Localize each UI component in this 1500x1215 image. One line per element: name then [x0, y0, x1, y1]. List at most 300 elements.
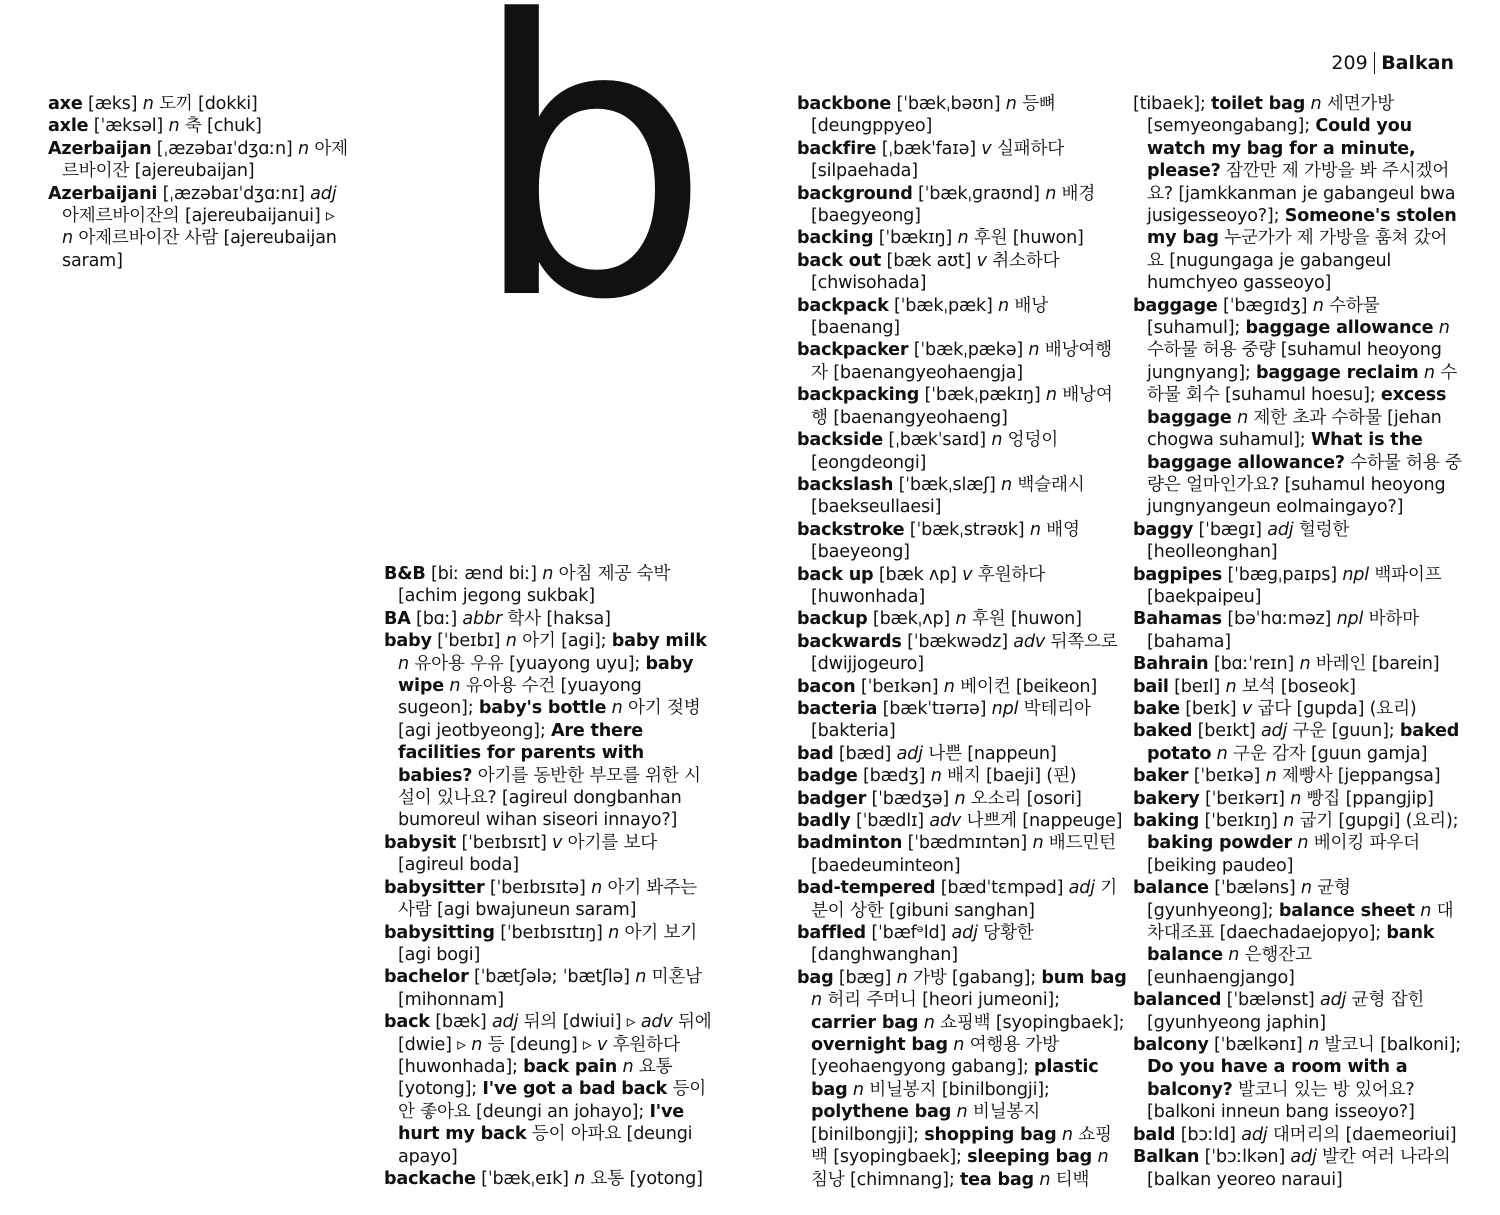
- entry-text: [bɔːld]: [1175, 1124, 1242, 1145]
- entry-text: [ˈbækˌpækɪŋ]: [919, 385, 1046, 406]
- headword: bad-tempered: [797, 878, 936, 899]
- headword: bad: [797, 743, 834, 764]
- entry-text: 가방 [gabang];: [907, 967, 1042, 988]
- part-of-speech: n: [852, 1079, 864, 1100]
- entry-text: 발코니 있는 방 있어요? [balkoni inneun bang isseoyo?]: [1147, 1079, 1415, 1123]
- part-of-speech: n: [1310, 94, 1322, 114]
- dictionary-entry: [1133, 519, 1463, 564]
- dictionary-entry: [1133, 810, 1463, 877]
- dictionary-entry: [797, 608, 1127, 630]
- part-of-speech: n: [1029, 519, 1041, 540]
- entry-text: [ˈbækˌstrəʊk]: [904, 519, 1030, 540]
- entry-text: 등뼈 [deungppyeo]: [811, 94, 1056, 137]
- entry-text: 허리 주머니 [heori jumeoni];: [821, 990, 1060, 1011]
- entry-text: 아기 [agi];: [516, 631, 612, 652]
- headword: axe: [48, 94, 83, 114]
- part-of-speech: n: [1225, 676, 1237, 697]
- headword: BA: [384, 608, 411, 629]
- headword: babysitter: [384, 877, 485, 898]
- entry-text: [ˌæzəbaɪˈdʒɑːn]: [151, 138, 298, 159]
- dictionary-entry: [384, 608, 714, 630]
- entry-text: 백슬래시 [baekseullaesi]: [811, 474, 1085, 518]
- dictionary-entry: [1133, 720, 1463, 765]
- entry-text: [bɑː]: [410, 608, 463, 629]
- entry-text: [bɑːˈreɪn]: [1208, 654, 1300, 675]
- entry-text: 유아용 우유 [yuayong uyu];: [408, 653, 646, 674]
- entry-text: [ˌbækˈfaɪə]: [876, 138, 982, 159]
- example-phrase: plastic bag: [811, 1057, 1099, 1100]
- entry-text: 배영 [baeyeong]: [811, 519, 1080, 563]
- entry-text: 바하마 [bahama]: [1147, 609, 1419, 652]
- part-of-speech: n: [1039, 1169, 1051, 1190]
- entry-text: 수하물 허용 중량은 얼마인가요? [suhamul heoyong jungnyangeun eolmaingayo?]: [1147, 452, 1462, 518]
- headword: baggy: [1133, 519, 1194, 540]
- part-of-speech: abbr: [462, 608, 502, 629]
- part-of-speech: n: [1045, 183, 1057, 204]
- example-phrase: excess baggage: [1147, 385, 1447, 428]
- entry-text: 수하물 허용 중량 [suhamul heoyong jungnyang];: [1147, 340, 1442, 383]
- example-phrase: shopping bag: [924, 1124, 1057, 1145]
- entry-text: 뒤의 [dwiui] ▹: [518, 1012, 641, 1033]
- part-of-speech: v: [976, 250, 987, 271]
- entry-text: 박테리아 [bakteria]: [811, 698, 1091, 742]
- part-of-speech: n: [943, 676, 955, 697]
- headword: backside: [797, 430, 884, 451]
- headword: backbone: [797, 94, 892, 114]
- dictionary-entry: [1133, 1146, 1463, 1191]
- dictionary-entry: [797, 93, 1127, 138]
- entry-text: 균형 [gyunhyeong];: [1147, 878, 1351, 921]
- dictionary-entry-continued: [1133, 93, 1463, 295]
- example-phrase: overnight bag: [811, 1035, 948, 1056]
- part-of-speech: n: [1308, 1035, 1319, 1056]
- entry-text: [ˈbækˌbəʊn]: [891, 94, 1006, 114]
- entry-text: 아기를 보다 [agireul boda]: [398, 832, 658, 876]
- entry-text: 백파이프 [baekpaipeu]: [1147, 564, 1442, 607]
- headword: baggage: [1133, 295, 1218, 316]
- headword: balanced: [1133, 990, 1222, 1011]
- entry-text: 아기를 동반한 부모를 위한 시설이 있나요? [agireul dongbanhan bumoreul wihan siseori innayo?]: [398, 765, 701, 831]
- dictionary-entry: [384, 1168, 714, 1190]
- entry-text: 아제르바이잔 [ajereubaijan]: [62, 138, 348, 182]
- headword: baby: [384, 631, 432, 652]
- part-of-speech: n: [956, 1102, 968, 1123]
- entry-text: 대차대조표 [daechadaejopyo];: [1147, 900, 1454, 944]
- headword: bail: [1133, 676, 1169, 697]
- example-phrase: carrier bag: [811, 1012, 919, 1033]
- part-of-speech: n: [998, 295, 1009, 316]
- dictionary-entry: [384, 966, 714, 1011]
- headword: bag: [797, 967, 834, 988]
- headword: bakery: [1133, 788, 1200, 809]
- entry-text: 굽다 [gupda] (요리): [1252, 698, 1417, 719]
- entry-text: 수하물 [suhamul];: [1147, 295, 1380, 339]
- entry-text: 후원 [huwon]: [968, 228, 1084, 249]
- entry-text: [ˈbeɪkɪŋ]: [1199, 811, 1284, 831]
- dictionary-entry: [797, 743, 1127, 765]
- dictionary-entry: [797, 676, 1127, 698]
- headword: badly: [797, 811, 851, 831]
- entry-text: [beɪl]: [1168, 676, 1226, 697]
- part-of-speech: adj: [1241, 1124, 1268, 1145]
- headword: backslash: [797, 474, 894, 495]
- example-phrase: back pain: [523, 1056, 618, 1077]
- entry-text: [biː ænd biː]: [425, 564, 543, 584]
- entry-text: [ˌbækˈsaɪd]: [883, 430, 992, 451]
- entry-text: [bəˈhɑːməz]: [1221, 609, 1337, 630]
- page-header: [1331, 52, 1454, 74]
- dictionary-entry: [1133, 989, 1463, 1034]
- dictionary-entry: [797, 810, 1127, 832]
- part-of-speech: n: [398, 653, 409, 674]
- entry-text: [beɪkt]: [1192, 721, 1261, 742]
- headword: balance: [1133, 878, 1209, 899]
- dictionary-entry: [1133, 608, 1463, 653]
- part-of-speech: n: [449, 676, 461, 697]
- dictionary-entry: [797, 138, 1127, 183]
- part-of-speech: n: [1237, 407, 1249, 428]
- entry-text: [ˈbækwədz]: [901, 631, 1014, 652]
- dictionary-entry: [1133, 788, 1463, 810]
- entry-text: [ˈbælkənɪ]: [1208, 1035, 1308, 1056]
- entry-text: 보석 [boseok]: [1236, 676, 1356, 697]
- entry-text: [ˈbæɡɪdʒ]: [1217, 295, 1313, 316]
- part-of-speech: n: [1005, 94, 1017, 114]
- entry-text: [ˈbædmɪntən]: [902, 833, 1033, 854]
- part-of-speech: v: [981, 138, 992, 159]
- entry-text: [bæk ʌp]: [873, 564, 963, 585]
- entry-text: [ˈbæɡˌpaɪps]: [1222, 564, 1343, 585]
- dictionary-entry: [797, 832, 1127, 877]
- part-of-speech: n: [1097, 1147, 1109, 1168]
- dictionary-entry: [797, 765, 1127, 787]
- headword: badge: [797, 766, 858, 787]
- headword: backing: [797, 228, 874, 249]
- example-phrase: I've got a bad back: [482, 1079, 668, 1100]
- entry-text: 수하물 회수 [suhamul hoesu];: [1147, 362, 1458, 406]
- part-of-speech: n: [1216, 743, 1228, 764]
- entry-text: 나쁘게 [nappeuge]: [961, 811, 1123, 831]
- entry-text: [ˈbækɪŋ]: [873, 228, 958, 249]
- entry-text: 굽기 [gupgi] (요리);: [1294, 811, 1459, 831]
- part-of-speech: n: [1032, 833, 1044, 854]
- headword: backfire: [797, 138, 877, 159]
- entry-text: 쇼핑백 [syopingbaek];: [934, 1012, 1125, 1033]
- dictionary-entry: [1133, 1034, 1463, 1124]
- entry-text: [bædʒ]: [857, 766, 931, 787]
- guide-word: Balkan: [1381, 52, 1454, 74]
- entry-text: [ˈbeɪkən]: [855, 676, 944, 697]
- headword: backwards: [797, 631, 902, 652]
- entry-text: 요통 [yotong];: [398, 1056, 673, 1100]
- example-phrase: Someone's stolen my bag: [1147, 206, 1457, 249]
- entry-text: [ˈbætʃələ; ˈbætʃlə]: [468, 967, 636, 988]
- entry-text: 배낭여행 [baenangyeohaeng]: [811, 385, 1113, 428]
- headword: backpacker: [797, 340, 909, 361]
- example-phrase: baby's bottle: [478, 698, 607, 719]
- entry-text: [ˈbækˌslæʃ]: [893, 474, 1002, 495]
- entry-text: 베이컨 [beikeon]: [954, 676, 1097, 697]
- part-of-speech: npl: [991, 698, 1019, 719]
- entry-text: [bækˌʌp]: [867, 609, 956, 630]
- entry-text: 학사 [haksa]: [501, 608, 611, 629]
- part-of-speech: n: [142, 94, 154, 114]
- part-of-speech: n: [542, 564, 554, 584]
- part-of-speech: n: [611, 698, 623, 719]
- entry-text: [bæd]: [833, 743, 897, 764]
- example-phrase: What is the baggage allowance?: [1147, 430, 1423, 473]
- part-of-speech: n: [1001, 474, 1012, 495]
- part-of-speech: n: [1420, 900, 1432, 921]
- example-phrase: Do you have a room with a balcony?: [1147, 1057, 1408, 1100]
- headword: Balkan: [1133, 1147, 1200, 1168]
- entry-text: 헐렁한 [heolleonghan]: [1147, 519, 1350, 563]
- part-of-speech: adj: [1068, 878, 1095, 899]
- part-of-speech: n: [1283, 811, 1295, 831]
- headword: backup: [797, 609, 868, 630]
- example-phrase: balance sheet: [1278, 900, 1415, 921]
- entry-text: 기분이 상한 [gibuni sanghan]: [811, 878, 1118, 921]
- dictionary-entry: [797, 227, 1127, 249]
- headword: backache: [384, 1168, 476, 1189]
- part-of-speech: n: [954, 788, 966, 809]
- part-of-speech: adj: [1260, 721, 1288, 742]
- part-of-speech: n: [168, 116, 180, 137]
- dictionary-entry: [384, 922, 714, 967]
- entry-text: [ˌæzəbaɪˈdʒɑːnɪ]: [157, 183, 311, 204]
- headword: B&B: [384, 564, 426, 584]
- part-of-speech: adj: [1320, 990, 1347, 1011]
- entry-text: [ˈbeɪkə]: [1188, 766, 1266, 787]
- entry-text: [ˈbædʒə]: [866, 788, 955, 809]
- entry-text: 구운 [guun];: [1287, 721, 1400, 742]
- entry-text: 등 [deung] ▹: [482, 1034, 597, 1055]
- part-of-speech: adj: [951, 923, 978, 944]
- part-of-speech: n: [505, 631, 517, 652]
- entry-text: 미혼남 [mihonnam]: [398, 967, 702, 1010]
- dictionary-entry: [797, 564, 1127, 609]
- part-of-speech: n: [991, 430, 1003, 451]
- entry-text: 등이 안 좋아요 [deungi an johayo];: [398, 1079, 707, 1122]
- part-of-speech: n: [1028, 340, 1040, 361]
- entry-text: [bædˈtɛmpəd]: [935, 878, 1069, 899]
- entry-text: [ˈbækˌeɪk]: [475, 1168, 575, 1189]
- headword: baffled: [797, 923, 866, 944]
- entry-text: 아침 제공 숙박 [achim jegong sukbak]: [398, 564, 671, 607]
- entry-text: 누군가가 제 가방을 훔쳐 갔어요 [nugungaga je gabangeul humchyeo gasseoyo]: [1147, 228, 1448, 294]
- example-phrase: tea bag: [959, 1169, 1034, 1190]
- entry-text: [ˈbæfᵊld]: [865, 923, 952, 944]
- entry-text: 아기 보기 [agi bogi]: [398, 922, 698, 965]
- entry-text: 은행잔고 [eunhaengjango]: [1147, 945, 1312, 988]
- entry-text: 세면가방 [semyeongabang];: [1147, 94, 1395, 137]
- part-of-speech: n: [62, 228, 73, 249]
- entry-text: [ˈbæləns]: [1208, 878, 1301, 899]
- column-3: [797, 93, 1127, 1191]
- entry-text: [ˈbækˌpæk]: [888, 295, 999, 316]
- column-1: [48, 93, 348, 272]
- headword: back: [384, 1012, 430, 1033]
- headword: baker: [1133, 766, 1189, 787]
- dictionary-entry: [384, 832, 714, 877]
- dictionary-entry: [48, 183, 348, 273]
- entry-text: 배경 [baegyeong]: [811, 183, 1096, 227]
- entry-text: 배지 [baeji] (핀): [941, 766, 1077, 787]
- entry-text: 뒤에 [dwie] ▹: [398, 1012, 712, 1055]
- entry-text: 침낭 [chimnang];: [811, 1169, 960, 1190]
- part-of-speech: n: [1438, 318, 1450, 339]
- dictionary-entry: [797, 519, 1127, 564]
- entry-text: 균형 잡힌 [gyunhyeong japhin]: [1147, 990, 1425, 1033]
- entry-text: 배낭여행자 [baenangyeohaengja]: [811, 340, 1112, 383]
- entry-text: [tibaek];: [1133, 94, 1211, 114]
- dictionary-entry: [384, 563, 714, 608]
- example-phrase: Are there facilities for parents with babies?: [398, 720, 644, 786]
- entry-text: [ˈbeɪkərɪ]: [1199, 788, 1291, 809]
- headword: backstroke: [797, 519, 905, 540]
- headword: bacteria: [797, 698, 878, 719]
- page-number: 209: [1331, 52, 1368, 74]
- part-of-speech: n: [298, 138, 309, 159]
- part-of-speech: n: [957, 228, 969, 249]
- entry-text: 나쁜 [nappeun]: [922, 743, 1057, 764]
- headword: bagpipes: [1133, 564, 1223, 585]
- part-of-speech: npl: [1336, 609, 1364, 630]
- headword: Bahamas: [1133, 609, 1222, 630]
- part-of-speech: n: [923, 1012, 935, 1033]
- entry-text: [bæk]: [429, 1012, 492, 1033]
- entry-text: [ˈbækˌɡraʊnd]: [912, 183, 1046, 204]
- part-of-speech: adj: [491, 1012, 519, 1033]
- column-4: [1133, 93, 1463, 1191]
- example-phrase: baby milk: [611, 631, 707, 652]
- part-of-speech: n: [574, 1168, 586, 1189]
- dictionary-entry: [797, 698, 1127, 743]
- headword: baked: [1133, 721, 1193, 742]
- entry-text: [ˈbeɪbɪsɪtə]: [484, 877, 592, 898]
- part-of-speech: n: [1290, 788, 1302, 809]
- entry-text: 유아용 수건 [yuayong sugeon];: [398, 676, 642, 719]
- dictionary-entry: [797, 384, 1127, 429]
- section-letter: b: [470, 0, 712, 383]
- entry-text: 잠깐만 제 가방을 봐 주시겠어요? [jamkkanman je gabangeul bwa jusigesseoyo?];: [1147, 161, 1456, 227]
- part-of-speech: adj: [1290, 1147, 1317, 1168]
- headword: bald: [1133, 1124, 1176, 1145]
- dictionary-entry: [797, 339, 1127, 384]
- example-phrase: baked potato: [1147, 721, 1460, 764]
- entry-text: 엉덩이 [eongdeongi]: [811, 430, 1059, 473]
- entry-text: 비닐봉지 [binilbongji];: [811, 1102, 1041, 1145]
- headword: badminton: [797, 833, 903, 854]
- header-divider: [1374, 52, 1376, 74]
- part-of-speech: npl: [1342, 564, 1369, 585]
- headword: bachelor: [384, 967, 469, 988]
- entry-text: 취소하다 [chwisohada]: [811, 250, 1060, 294]
- dictionary-entry: [797, 877, 1127, 922]
- part-of-speech: n: [1265, 766, 1277, 787]
- part-of-speech: v: [596, 1034, 608, 1055]
- dictionary-entry: [1133, 564, 1463, 609]
- entry-text: 배드민턴 [baedeuminteon]: [811, 833, 1116, 876]
- part-of-speech: n: [1300, 878, 1312, 899]
- entry-text: [bæɡ]: [833, 967, 897, 988]
- entry-text: [ˈbæɡɪ]: [1193, 519, 1268, 540]
- dictionary-entry: [797, 631, 1127, 676]
- example-phrase: baby wipe: [398, 653, 694, 697]
- dictionary-entry: [384, 630, 714, 832]
- column-2: [384, 563, 714, 1190]
- headword: axle: [48, 116, 89, 137]
- entry-text: 후원 [huwon]: [966, 609, 1082, 630]
- entry-text: [ˈbækˌpækə]: [908, 340, 1029, 361]
- part-of-speech: n: [1297, 833, 1309, 854]
- entry-text: 축 [chuk]: [179, 116, 262, 137]
- part-of-speech: adj: [896, 743, 923, 764]
- entry-text: 여행용 가방 [yeohaengyong gabang];: [811, 1035, 1059, 1078]
- entry-text: 후원하다 [huwonhada];: [398, 1034, 680, 1077]
- headword: back out: [797, 250, 882, 271]
- entry-text: 아제르바이잔 사람 [ajereubaijan saram]: [62, 228, 337, 271]
- headword: bake: [1133, 698, 1180, 719]
- entry-text: [ˈbeɪbɪsɪt]: [456, 832, 553, 853]
- part-of-speech: n: [1061, 1124, 1073, 1145]
- entry-text: 요통 [yotong]: [585, 1168, 703, 1189]
- headword: baking: [1133, 811, 1200, 831]
- headword: babysit: [384, 832, 457, 853]
- entry-text: 발코니 [balkoni];: [1318, 1035, 1461, 1056]
- entry-text: [bækˈtɪərɪə]: [877, 698, 992, 719]
- part-of-speech: n: [622, 1056, 634, 1077]
- entry-text: 대머리의 [daemeoriui]: [1267, 1124, 1457, 1145]
- example-phrase: bank balance: [1147, 923, 1435, 966]
- part-of-speech: v: [552, 832, 563, 853]
- dictionary-entry: [48, 115, 348, 137]
- dictionary-entry: [1133, 653, 1463, 675]
- entry-text: 베이킹 파우더 [beiking paudeo]: [1147, 833, 1420, 876]
- dictionary-entry: [797, 250, 1127, 295]
- part-of-speech: n: [896, 967, 908, 988]
- entry-text: 배낭 [baenang]: [811, 295, 1048, 339]
- entry-text: 쇼핑백 [syopingbaek];: [811, 1124, 1112, 1168]
- entry-text: [æks]: [82, 94, 143, 114]
- entry-text: [ˈæksəl]: [88, 116, 169, 137]
- dictionary-entry: [1133, 877, 1463, 989]
- dictionary-entry: [797, 474, 1127, 519]
- dictionary-entry: [797, 922, 1127, 967]
- part-of-speech: n: [1299, 654, 1311, 675]
- dictionary-entry: [384, 877, 714, 922]
- entry-text: 비닐봉지 [binilbongji];: [863, 1079, 1050, 1100]
- entry-text: 바레인 [barein]: [1310, 654, 1440, 675]
- dictionary-entry: [1133, 295, 1463, 519]
- headword: Azerbaijani: [48, 183, 158, 204]
- entry-text: [ˈbeɪbɪsɪtɪŋ]: [494, 922, 609, 943]
- part-of-speech: adj: [1267, 519, 1294, 540]
- dictionary-entry: [797, 183, 1127, 228]
- headword: bacon: [797, 676, 856, 697]
- part-of-speech: n: [953, 1035, 965, 1056]
- headword: Azerbaijan: [48, 138, 152, 159]
- entry-text: [ˈbɔːlkən]: [1199, 1147, 1291, 1168]
- part-of-speech: adj: [310, 183, 337, 204]
- example-phrase: polythene bag: [811, 1102, 952, 1123]
- entry-text: [beɪk]: [1179, 698, 1242, 719]
- example-phrase: bum bag: [1041, 967, 1127, 988]
- dictionary-entry: [1133, 698, 1463, 720]
- headword: balcony: [1133, 1035, 1209, 1056]
- dictionary-entry: [797, 295, 1127, 340]
- entry-text: 후원하다 [huwonhada]: [811, 564, 1045, 607]
